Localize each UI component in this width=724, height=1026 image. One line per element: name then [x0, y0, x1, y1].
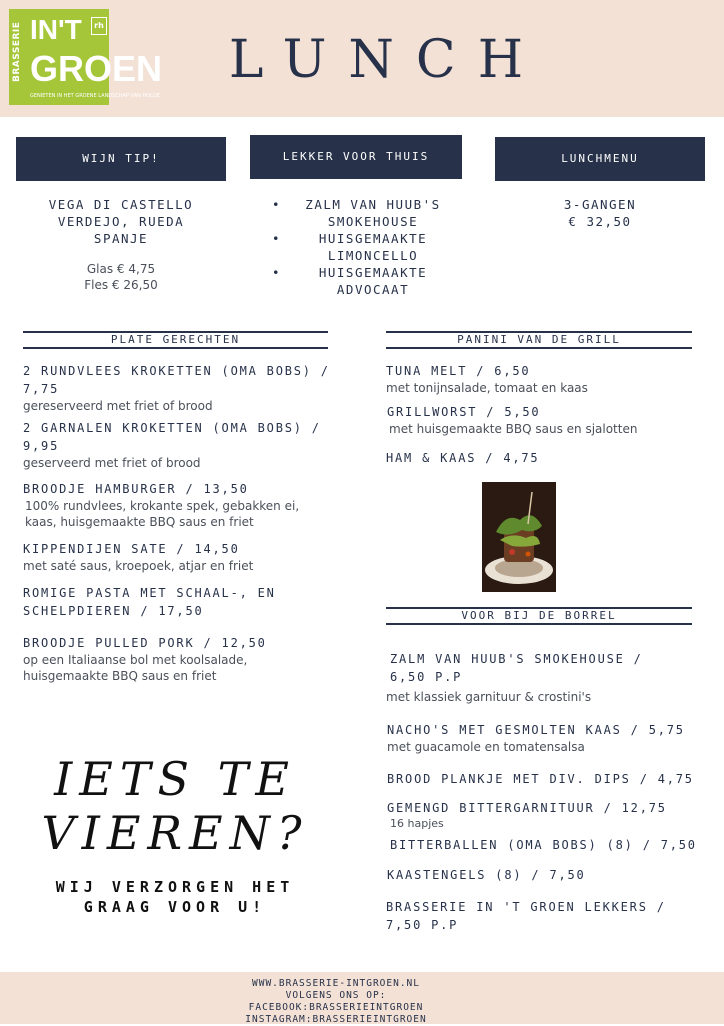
panini-item-desc: met huisgemaakte BBQ saus en sjalotten	[389, 422, 638, 436]
page-title: LUNCH	[228, 30, 546, 90]
bullet-icon: •	[272, 197, 282, 212]
wine-glass-price: Glas € 4,75	[86, 262, 156, 276]
borrel-item-desc: met guacamole en tomatensalsa	[387, 740, 585, 754]
food-photo	[482, 482, 556, 592]
list-item	[268, 264, 458, 298]
footer-website-link[interactable]: WWW.BRASSERIE-INTGROEN.NL	[252, 978, 420, 989]
promo-title-line-2: VIEREN?	[41, 806, 309, 860]
panini-item-name: HAM & KAAS / 4,75	[386, 451, 540, 465]
borrel-item	[387, 799, 717, 830]
borrel-item	[390, 836, 720, 854]
plate-item-name: KIPPENDIJEN SATE / 14,50	[23, 542, 240, 556]
borrel-item-name: NACHO'S MET GESMOLTEN KAAS / 5,75	[387, 723, 685, 737]
plate-item-desc: met saté saus, kroepoek, atjar en friet	[23, 559, 254, 573]
plate-item	[23, 480, 313, 530]
logo-vertical-text: BRASSERIE	[12, 21, 22, 82]
borrel-item	[387, 721, 717, 755]
borrel-item-desc: 16 hapjes	[390, 817, 444, 830]
home-item-text: HUISGEMAAKTE LIMONCELLO	[318, 231, 428, 263]
borrel-item-name: BITTERBALLEN (OMA BOBS) (8) / 7,50	[390, 838, 697, 852]
wine-name-2: VERDEJO, RUEDA	[57, 214, 185, 229]
footer-facebook-link[interactable]: FACEBOOK:BRASSERIEINTGROEN	[248, 1002, 424, 1013]
wine-name-1: VEGA DI CASTELLO	[48, 197, 194, 212]
bullet-icon: •	[272, 265, 282, 280]
plate-item-name: ROMIGE PASTA MET SCHAAL-, EN SCHELPDIEREN / 17,50	[23, 586, 276, 618]
footer-text	[0, 978, 672, 1026]
wine-tip-header: WIJN TIP!	[16, 137, 226, 181]
panini-item-name: TUNA MELT / 6,50	[386, 364, 531, 378]
wine-bottle-price: Fles € 26,50	[84, 278, 158, 292]
logo-tagline: GENIETEN IN HET GROENE LANDSCHAP VAN HOLDE	[30, 93, 160, 99]
borrel-item	[387, 770, 717, 788]
plate-item-desc: 100% rundvlees, krokante spek, gebakken ei, kaas, huisgemaakte BBQ saus en friet	[25, 499, 300, 529]
wine-name-3: SPANJE	[93, 231, 149, 246]
plate-item-name: 2 GARNALEN KROKETTEN (OMA BOBS) / 9,95	[23, 421, 321, 453]
panini-item	[386, 362, 706, 396]
home-item-text: HUISGEMAAKTE ADVOCAAT	[318, 265, 428, 297]
promo-subtitle	[20, 877, 330, 917]
plate-item	[23, 584, 313, 620]
plate-item-name: BROODJE PULLED PORK / 12,50	[23, 636, 267, 650]
plate-item-desc: op een Italiaanse bol met koolsalade, huisgemaakte BBQ saus en friet	[23, 653, 248, 683]
lunchmenu-price: € 32,50	[568, 214, 632, 229]
borrel-item-desc: met klassiek garnituur & crostini's	[386, 690, 592, 704]
logo-line-1: IN'T	[30, 14, 82, 45]
borrel-item-name: BRASSERIE IN 'T GROEN LEKKERS / 7,50 P.P	[386, 900, 666, 932]
food-photo-graphic	[482, 482, 556, 592]
wine-tip-block	[16, 196, 226, 247]
bullet-icon: •	[272, 231, 282, 246]
panini-heading: PANINI VAN DE GRILL	[386, 331, 692, 349]
borrel-item	[390, 650, 680, 686]
list-item	[268, 196, 458, 230]
plate-item-desc: gereserveerd met friet of brood	[23, 399, 213, 413]
borrel-item-name: GEMENGD BITTERGARNITUUR / 12,75	[387, 801, 667, 815]
footer-instagram-link[interactable]: INSTAGRAM:BRASSERIEINTGROEN	[245, 1014, 427, 1025]
borrel-item-name: ZALM VAN HUUB'S SMOKEHOUSE / 6,50 P.P	[390, 652, 643, 684]
panini-item	[386, 449, 706, 467]
list-item	[268, 230, 458, 264]
lunchmenu-block	[495, 196, 705, 230]
lunchmenu-courses: 3-GANGEN	[563, 197, 637, 212]
panini-item-name: GRILLWORST / 5,50	[387, 405, 541, 419]
logo-line-2: GROEN	[30, 48, 163, 89]
plate-item-desc: geserveerd met friet of brood	[23, 456, 201, 470]
borrel-item	[387, 866, 717, 884]
plate-item-name: 2 RUNDVLEES KROKETTEN (OMA BOBS) / 7,75	[23, 364, 330, 396]
promo-title-line-1: IETS TE	[54, 752, 296, 806]
footer-follow-label: VOLGENS ONS OP:	[285, 990, 387, 1001]
plate-item	[23, 634, 313, 684]
borrel-item	[386, 898, 676, 934]
home-item-text: ZALM VAN HUUB'S SMOKEHOUSE	[305, 197, 441, 229]
plate-heading: PLATE GERECHTEN	[23, 331, 328, 349]
panini-item-desc: met tonijnsalade, tomaat en kaas	[386, 381, 588, 395]
borrel-heading: VOOR BIJ DE BORREL	[386, 607, 692, 625]
plate-item	[23, 362, 333, 414]
home-header: LEKKER VOOR THUIS	[250, 135, 462, 179]
logo-mark-icon: rh	[91, 17, 107, 35]
promo-subtitle-line-1: WIJ VERZORGEN HET	[55, 878, 295, 896]
panini-item	[387, 403, 707, 437]
wine-prices	[16, 261, 226, 293]
lunchmenu-header: LUNCHMENU	[495, 137, 705, 181]
home-list	[268, 196, 458, 298]
plate-item	[23, 419, 333, 471]
promo-title	[20, 752, 330, 860]
promo-subtitle-line-2: GRAAG VOOR U!	[83, 898, 267, 916]
borrel-item-name: KAASTENGELS (8) / 7,50	[387, 868, 586, 882]
plate-item-name: BROODJE HAMBURGER / 13,50	[23, 482, 249, 496]
borrel-item-name: BROOD PLANKJE MET DIV. DIPS / 4,75	[387, 772, 694, 786]
plate-item	[23, 540, 333, 574]
